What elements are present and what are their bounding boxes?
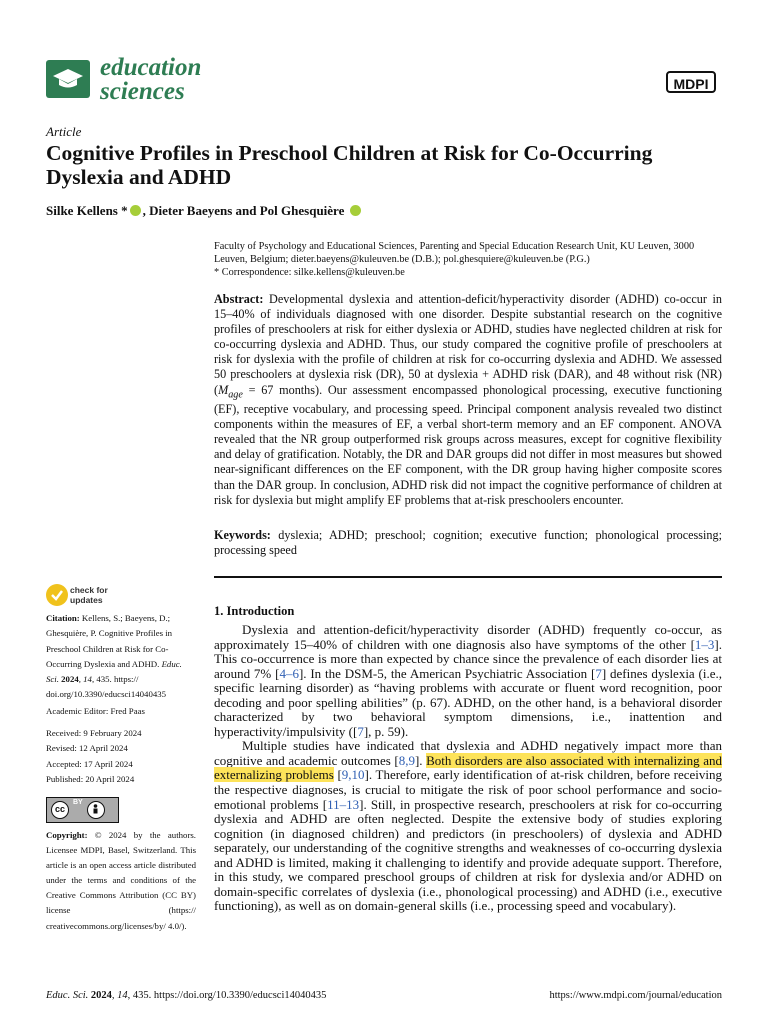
author-name[interactable]: Silke Kellens (46, 203, 118, 218)
reference-link[interactable]: 4–6 (279, 665, 299, 681)
affiliation (214, 240, 724, 279)
journal-name-line2: sciences (100, 78, 185, 105)
cc-by-text: BY (73, 799, 83, 806)
copyright-label: Copyright: (46, 830, 88, 840)
check-for-updates-button[interactable] (46, 584, 196, 608)
citation-doi[interactable]: , 435. https:// doi.org/10.3390/educsci14040435 (46, 674, 167, 700)
highlighted-text[interactable]: Both disorders are also associated with internalizing and externalizing problems (214, 752, 722, 783)
section-heading: 1. Introduction (214, 604, 295, 618)
footer-citation: Educ. Sci. 2024, 14, 435. https://doi.org/10.3390/educsci14040435 (46, 990, 327, 1001)
reference-link[interactable]: 9,10 (341, 767, 365, 783)
reference-link[interactable]: 8,9 (398, 752, 415, 768)
article-type: Article (46, 124, 82, 139)
corresponding-mark: * (117, 203, 128, 218)
affiliation-text: Faculty of Psychology and Educational Sciences, Parenting and Special Education Research Unit, KU Leuven, 3000 Leuven, Belgium; dieter.baeyens@kuleuven.be (D.B.); pol.ghesquiere@kuleuven.be (P.G.) (214, 241, 695, 265)
author-names[interactable]: , Dieter Baeyens and Pol Ghesquière (142, 203, 345, 218)
reference-link[interactable]: 1–3 (694, 636, 715, 652)
journal-logo (46, 60, 90, 98)
abstract-text-cont: = 67 months). Our assessment encompassed phonological processing, executive functioning (EF), receptive vocabulary, and processing speed. Principal component analysis revealed two distinct components within the measures of EF, a verbal short-term memory and an EF component. ANOVA revealed that the NR group outperformed risk groups across measures, except for cognitive flexibility and delay of gratification. Notably, the DR and DAR groups did not differ in most measures but showed near-significant differences on the EF component, with the DR group having higher composite scores than the DAR group. In conclusion, ADHD risk did not impact the cognitive performance of children at risk for dyslexia but might amplify EF problems that at-risk preschoolers encounter. (214, 382, 722, 507)
introduction-body (214, 623, 722, 914)
author-list (46, 203, 363, 219)
published-date: Published: 20 April 2024 (46, 773, 135, 784)
reference-link[interactable]: 7 (357, 723, 364, 739)
abstract-label: Abstract: (214, 292, 264, 306)
citation-journal: Educ. Sci. (46, 658, 182, 685)
orcid-icon[interactable] (130, 205, 141, 216)
copyright (46, 828, 196, 934)
revised-date: Revised: 12 April 2024 (46, 743, 128, 754)
citation-label: Citation: (46, 613, 80, 623)
journal-name[interactable] (100, 56, 201, 104)
check-icon (46, 584, 68, 606)
orcid-icon[interactable] (350, 205, 361, 216)
citation-text: Kellens, S.; Baeyens, D.; Ghesquière, P. Cognitive Profiles in Preschool Children at Risk for Co-Occurring Dyslexia and ADHD. (46, 613, 173, 669)
check-label-2: updates (70, 595, 103, 605)
paragraph: Multiple studies have indicated that dyslexia and ADHD negatively impact more than cognitive and academic outcomes [8,9]. Both disorders are also associated with internalizing and externalizing problems [9,10]. Therefore, early identification of at-risk children, before receiving the respective diagnoses, is crucial to mitigate the risk of poor school performance and socio-emotional problems [11–13]. Still, in prospective research, preschoolers at risk for co-occurring dyslexia and ADHD are often neglected. Despite the extensive body of studies exploring cognition (in diagnosed children) and predictors (in preschoolers) of dyslexia and ADHD separately, our understanding of the cognitive strengths and weaknesses of co-occurring dyslexia and ADHD is limited, making it challenging to identify and provide adequate support. Therefore, in this study, we compared preschool groups of children at risk for dyslexia and/or ADHD on domain-specific correlates of dyslexia (i.e., phonological processing) and ADHD (i.e., executive functioning), as well as on domain-general skills (i.e., processing speed and vocabulary). (214, 738, 722, 914)
abstract-text: Developmental dyslexia and attention-deficit/hyperactivity disorder (ADHD) co-occur in 15–40% of individuals diagnosed with one disorder. Despite substantial research on the cognitive profiles of preschoolers at risk for either dyslexia or ADHD, studies have neglected children at risk for co-occurring dyslexia and ADHD. Thus, our study compared the cognitive profile of preschoolers at risk for dyslexia with the profile of children at risk for co-occurring dyslexia and ADHD. We assessed 50 preschoolers at dyslexia risk (DR), 50 at dyslexia + ADHD risk (DAR), and 48 without risk (NR) ( (214, 292, 722, 397)
reference-link[interactable]: 7 (595, 665, 602, 681)
journal-name-line1: education (100, 54, 202, 81)
math-m: M (218, 382, 229, 397)
reference-link[interactable]: 11–13 (327, 796, 360, 812)
footer-journal-url[interactable]: https://www.mdpi.com/journal/education (549, 990, 722, 1001)
math-subscript: age (228, 389, 243, 400)
citation (46, 611, 196, 703)
check-label-1: check for (70, 585, 108, 595)
received-date: Received: 9 February 2024 (46, 728, 142, 738)
divider (214, 576, 722, 578)
graduation-cap-icon (52, 66, 84, 92)
citation-volume: , 14 (78, 674, 92, 685)
correspondence: * Correspondence: silke.kellens@kuleuven.be (214, 267, 405, 278)
copyright-text: © 2024 by the authors. Licensee MDPI, Basel, Switzerland. This article is an open access article distributed under the terms and conditions of the Creative Commons Attribution (CC BY) license (https:// creativecommons.org/licenses/by/ 4.0/). (46, 830, 196, 931)
abstract (214, 292, 722, 508)
keywords-label: Keywords: (214, 528, 271, 542)
academic-editor: Academic Editor: Fred Paas (46, 706, 145, 716)
keywords-text: dyslexia; ADHD; preschool; cognition; executive function; phonological processing; processing speed (214, 528, 722, 558)
keywords (214, 528, 722, 558)
paragraph: Dyslexia and attention-deficit/hyperactivity disorder (ADHD) frequently co-occur, as approximately 15–40% of children with one diagnosis also have symptoms of the other [1–3]. This co-occurrence is more than expected by chance since the prevalence of each disorder lies at around 7% [4–6]. In the DSM-5, the American Psychiatric Association [7] defines dyslexia (i.e., specific learning disorder) as “having problems with accurate or fluent word recognition, poor decoding and poor spelling abilities” (p. 67). ADHD, on the other hand, is a behavioral disorder characterized by two behavioral symptom dimensions, i.e., inattention and hyperactivity/impulsivity ([7], p. 59). (214, 622, 722, 739)
dates (46, 726, 196, 787)
cc-by-license-badge[interactable] (46, 797, 119, 823)
accepted-date: Accepted: 17 April 2024 (46, 758, 133, 769)
citation-year: 2024 (58, 674, 79, 685)
person-icon (87, 801, 105, 819)
mdpi-logo[interactable]: MDPI (666, 71, 716, 93)
cc-icon: cc (51, 801, 69, 819)
article-title: Cognitive Profiles in Preschool Children at Risk for Co-Occurring Dyslexia and ADHD (46, 141, 653, 189)
